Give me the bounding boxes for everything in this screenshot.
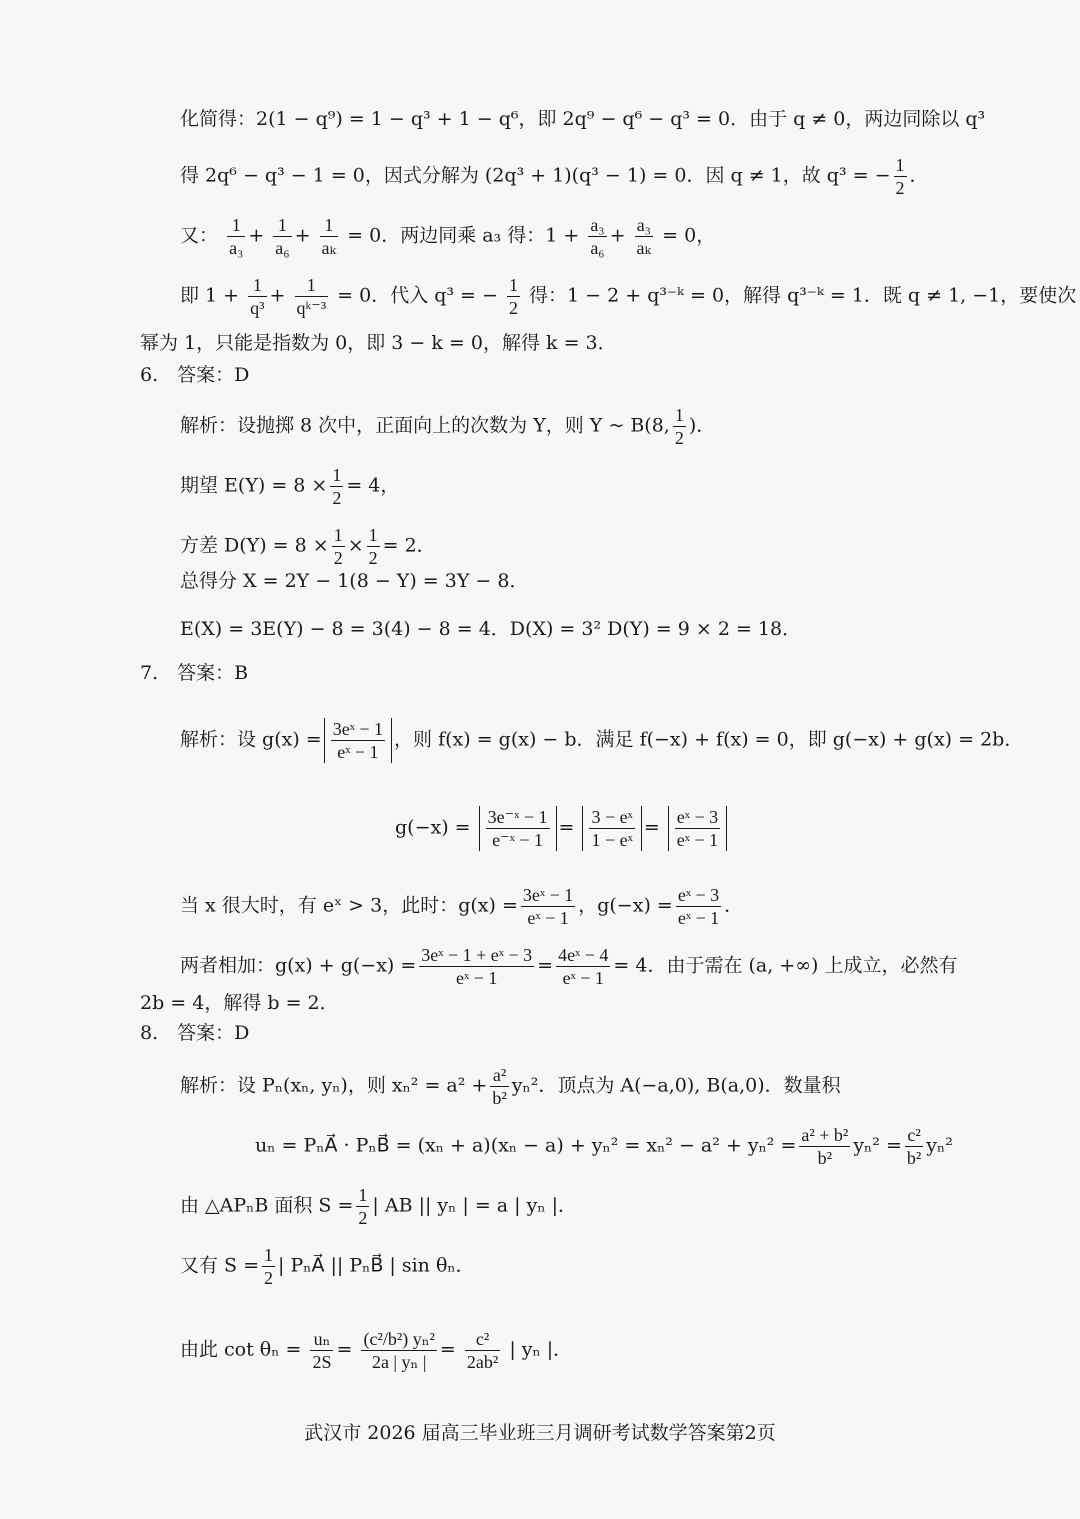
fraction: $\frac{1}{\text{q³}}$ — [250, 275, 265, 318]
solution-line: 当 x 很大时，有 eˣ > 3，此时：g(x) = $\frac{\text{3eˣ − 1}}{\text{eˣ − 1}}$ ，g(−x) = $\frac{\text{eˣ − 3}}{\text{eˣ − 1}}$ ． — [180, 885, 744, 928]
fraction: $\frac{\text{3e⁻ˣ − 1}}{\text{e⁻ˣ − 1}}$ — [487, 807, 548, 850]
fraction: $\frac{1}{\text{a₃}}$ — [229, 215, 244, 258]
fraction: $\frac{1}{2}$ — [368, 525, 378, 568]
solution-line: 2b = 4，解得 b = 2． — [140, 992, 339, 1014]
solution-line: 由此 cot θₙ = $\frac{\text{uₙ}}{2S}$ = $\frac{\text{(c²/b²) yₙ²}}{\text{2a | yₙ |}}$ = $\frac{\text{c²}}{\text{2ab²}}$ | yₙ |． — [180, 1329, 573, 1372]
fraction: $\frac{\text{c²}}{\text{2ab²}}$ — [466, 1329, 499, 1372]
solution-line: 又： $\frac{1}{\text{a₃}}$ + $\frac{1}{\text{a₆}}$ + $\frac{1}{\text{aₖ}}$ = 0．两边同乘 a₃ 得：1 + $\frac{\text{a₃}}{\text{a₆}}$ + $\frac{\text{a₃}}{\text{aₖ}}$ = 0， — [180, 215, 716, 258]
fraction: $\frac{\text{3eˣ − 1}}{\text{eˣ − 1}}$ — [332, 719, 384, 762]
fraction: $\frac{1}{\text{a₆}}$ — [275, 215, 290, 258]
absolute-value — [479, 806, 557, 851]
solution-line: 幂为 1，只能是指数为 0，即 3 − k = 0，解得 k = 3． — [140, 332, 617, 354]
solution-line: 两者相加：g(x) + g(−x) = $\frac{\text{3eˣ − 1 + eˣ − 3}}{\text{eˣ − 1}}$ = $\frac{\text{4eˣ − 4}}{\text{eˣ − 1}}$ = 4．由于需在 (a, +∞) 上成立，必然有 — [180, 945, 958, 988]
solution-line: 解析：设 g(x) = $\frac{\text{3eˣ − 1}}{\text{eˣ − 1}}$ ，则 f(x) = g(x) − b．满足 f(−x) + f(x) = 0，即 g(−x) + g(x) = 2b． — [180, 719, 1024, 762]
fraction: $\frac{1}{2}$ — [358, 1185, 368, 1228]
solution-line: 解析：设抛掷 8 次中，正面向上的次数为 Y，则 Y ~ B(8, $\frac{1}{2}$ )． — [180, 405, 716, 448]
solution-line: uₙ = PₙA⃗ · PₙB⃗ = (xₙ + a)(xₙ − a) + yₙ² = xₙ² − a² + yₙ² = $\frac{\text{a² + b²}}{\text{b²}}$ yₙ² = $\frac{\text{c²}}{\text{b²}}$ yₙ² — [255, 1125, 953, 1168]
solution-line: 得 2q⁶ − q³ − 1 = 0，因式分解为 (2q³ + 1)(q³ − 1) = 0．因 q ≠ 1，故 q³ = − $\frac{1}{2}$ ． — [180, 155, 929, 198]
solution-line: g(−x) = $\frac{\text{3e⁻ˣ − 1}}{\text{e⁻ˣ − 1}}$ = $\frac{\text{3 − eˣ}}{\text{1 − eˣ}}$ = $\frac{\text{eˣ − 3}}{\text{eˣ − 1}}$ — [395, 806, 729, 851]
fraction: $\frac{1}{2}$ — [508, 275, 518, 318]
fraction: $\frac{\text{(c²/b²) yₙ²}}{\text{2a | yₙ |}}$ — [363, 1329, 435, 1372]
fraction: $\frac{1}{2}$ — [332, 465, 342, 508]
solution-line: 方差 D(Y) = 8 × $\frac{1}{2}$ × $\frac{1}{2}$ = 2． — [180, 525, 436, 568]
answer-heading: 6. 答案：D — [140, 364, 250, 386]
absolute-value — [324, 718, 392, 763]
fraction: $\frac{\text{3eˣ − 1}}{\text{eˣ − 1}}$ — [522, 885, 574, 928]
fraction: $\frac{1}{\text{aₖ}}$ — [321, 215, 337, 258]
solution-line: 化简得：2(1 − q⁹) = 1 − q³ + 1 − q⁶，即 2q⁹ − q⁶ − q³ = 0．由于 q ≠ 0，两边同除以 q³ — [180, 108, 986, 130]
fraction: $\frac{\text{eˣ − 3}}{\text{eˣ − 1}}$ — [677, 885, 720, 928]
fraction: $\frac{\text{a²}}{\text{b²}}$ — [492, 1065, 507, 1108]
fraction: $\frac{\text{eˣ − 3}}{\text{eˣ − 1}}$ — [676, 807, 719, 850]
fraction: $\frac{\text{c²}}{\text{b²}}$ — [906, 1125, 922, 1168]
answer-heading: 8. 答案：D — [140, 1022, 250, 1044]
solution-line: 总得分 X = 2Y − 1(8 − Y) = 3Y − 8． — [180, 570, 529, 592]
absolute-value — [582, 806, 641, 851]
fraction: $\frac{\text{a² + b²}}{\text{b²}}$ — [801, 1125, 849, 1168]
solution-line: 解析：设 Pₙ(xₙ, yₙ)，则 xₙ² = a² + $\frac{\text{a²}}{\text{b²}}$ yₙ²．顶点为 A(−a,0), B(a,0)．数量积 — [180, 1065, 841, 1108]
solution-line: 期望 E(Y) = 8 × $\frac{1}{2}$ = 4， — [180, 465, 400, 508]
fraction: $\frac{\text{uₙ}}{2S}$ — [312, 1329, 332, 1372]
fraction: $\frac{1}{2}$ — [895, 155, 905, 198]
answer-heading: 7. 答案：B — [140, 662, 249, 684]
absolute-value — [668, 806, 727, 851]
fraction: $\frac{1}{2}$ — [333, 525, 343, 568]
solution-line: E(X) = 3E(Y) − 8 = 3(4) − 8 = 4．D(X) = 3² D(Y) = 9 × 2 = 18． — [180, 618, 802, 640]
fraction: $\frac{1}{2}$ — [674, 405, 684, 448]
solution-line: 又有 S = $\frac{1}{2}$ | PₙA⃗ || PₙB⃗ | sin θₙ． — [180, 1245, 475, 1288]
solution-line: 由 △APₙB 面积 S = $\frac{1}{2}$ | AB || yₙ | = a | yₙ |． — [180, 1185, 578, 1228]
fraction: $\frac{\text{4eˣ − 4}}{\text{eˣ − 1}}$ — [558, 945, 609, 988]
fraction: $\frac{\text{a₃}}{\text{aₖ}}$ — [636, 215, 652, 258]
page-footer: 武汉市 2026 届高三毕业班三月调研考试数学答案第2页 — [304, 1422, 776, 1444]
fraction: $\frac{1}{\text{qᵏ⁻³}}$ — [296, 275, 327, 318]
fraction: $\frac{\text{3eˣ − 1 + eˣ − 3}}{\text{eˣ − 1}}$ — [421, 945, 533, 988]
solution-line: 即 1 + $\frac{1}{\text{q³}}$ + $\frac{1}{\text{qᵏ⁻³}}$ = 0．代入 q³ = − $\frac{1}{2}$ 得：1 − 2 + q³⁻ᵏ = 0，解得 q³⁻ᵏ = 1．既 q ≠ 1, −1，要使次 — [180, 275, 1077, 318]
fraction: $\frac{1}{2}$ — [264, 1245, 274, 1288]
fraction: $\frac{\text{a₃}}{\text{a₆}}$ — [590, 215, 605, 258]
fraction: $\frac{\text{3 − eˣ}}{\text{1 − eˣ}}$ — [591, 807, 633, 850]
